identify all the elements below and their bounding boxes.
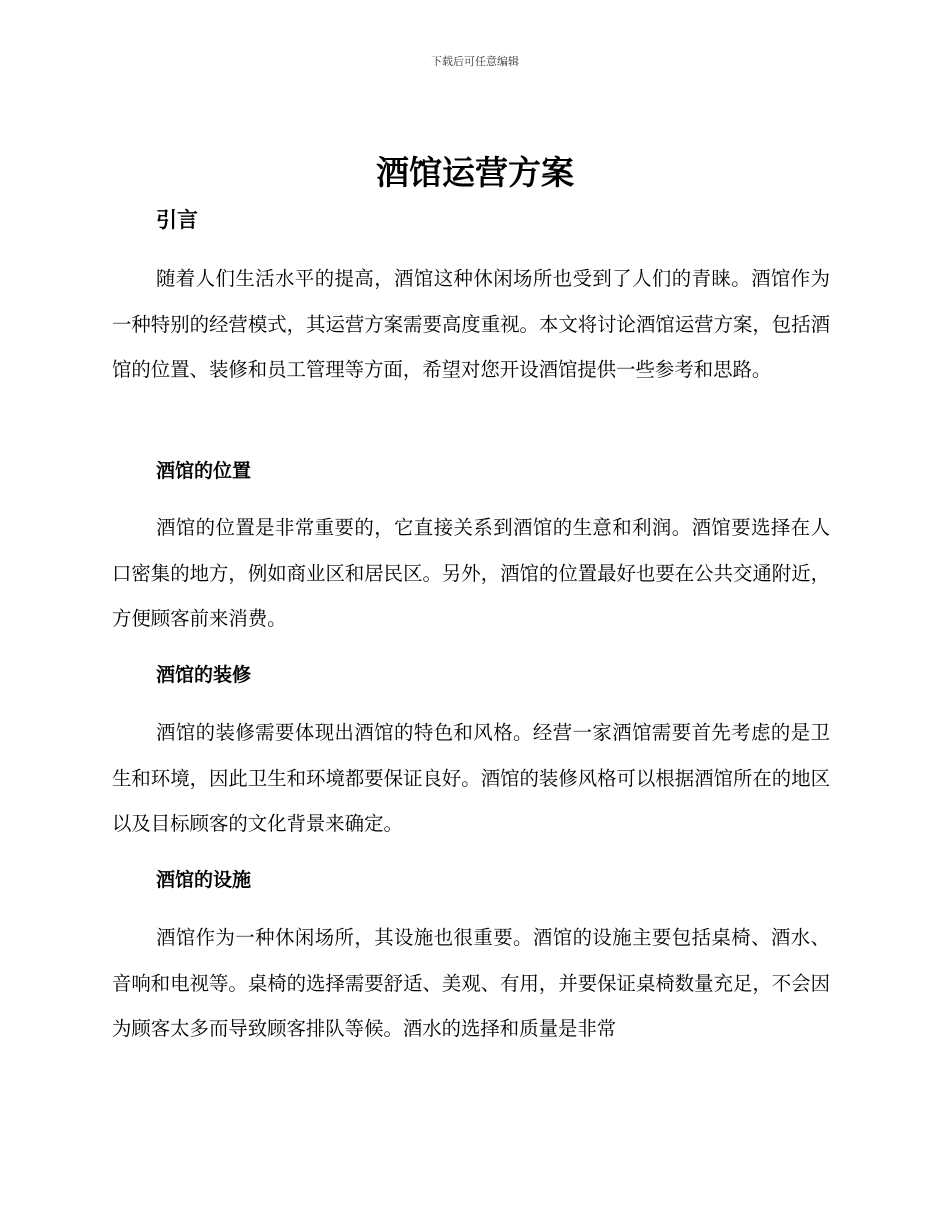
section-paragraph-intro: 随着人们生活水平的提高，酒馆这种休闲场所也受到了人们的青睐。酒馆作为一种特别的经营模式，其运营方案需要高度重视。本文将讨论酒馆运营方案，包括酒馆的位置、装修和员工管理等方面，希望对您开设酒馆提供一些参考和思路。: [112, 267, 830, 381]
document-title: 酒馆运营方案: [376, 153, 574, 192]
section-heading-intro: 引言: [156, 208, 198, 232]
section-heading-location: 酒馆的位置: [156, 460, 252, 482]
section-heading-facilities: 酒馆的设施: [156, 869, 252, 891]
section-paragraph-decoration: 酒馆的装修需要体现出酒馆的特色和风格。经营一家酒馆需要首先考虑的是卫生和环境，因此卫生和环境都要保证良好。酒馆的装修风格可以根据酒馆所在的地区以及目标顾客的文化背景来确定。: [112, 721, 830, 835]
section-heading-decoration: 酒馆的装修: [156, 664, 252, 686]
section-paragraph-location: 酒馆的位置是非常重要的，它直接关系到酒馆的生意和利润。酒馆要选择在人口密集的地方，例如商业区和居民区。另外，酒馆的位置最好也要在公共交通附近，方便顾客前来消费。: [112, 516, 830, 630]
section-paragraph-facilities: 酒馆作为一种休闲场所，其设施也很重要。酒馆的设施主要包括桌椅、酒水、音响和电视等。桌椅的选择需要舒适、美观、有用，并要保证桌椅数量充足，不会因为顾客太多而导致顾客排队等候。酒水的选择和质量是非常: [112, 926, 830, 1040]
header-note: 下载后可任意编辑: [431, 55, 519, 68]
